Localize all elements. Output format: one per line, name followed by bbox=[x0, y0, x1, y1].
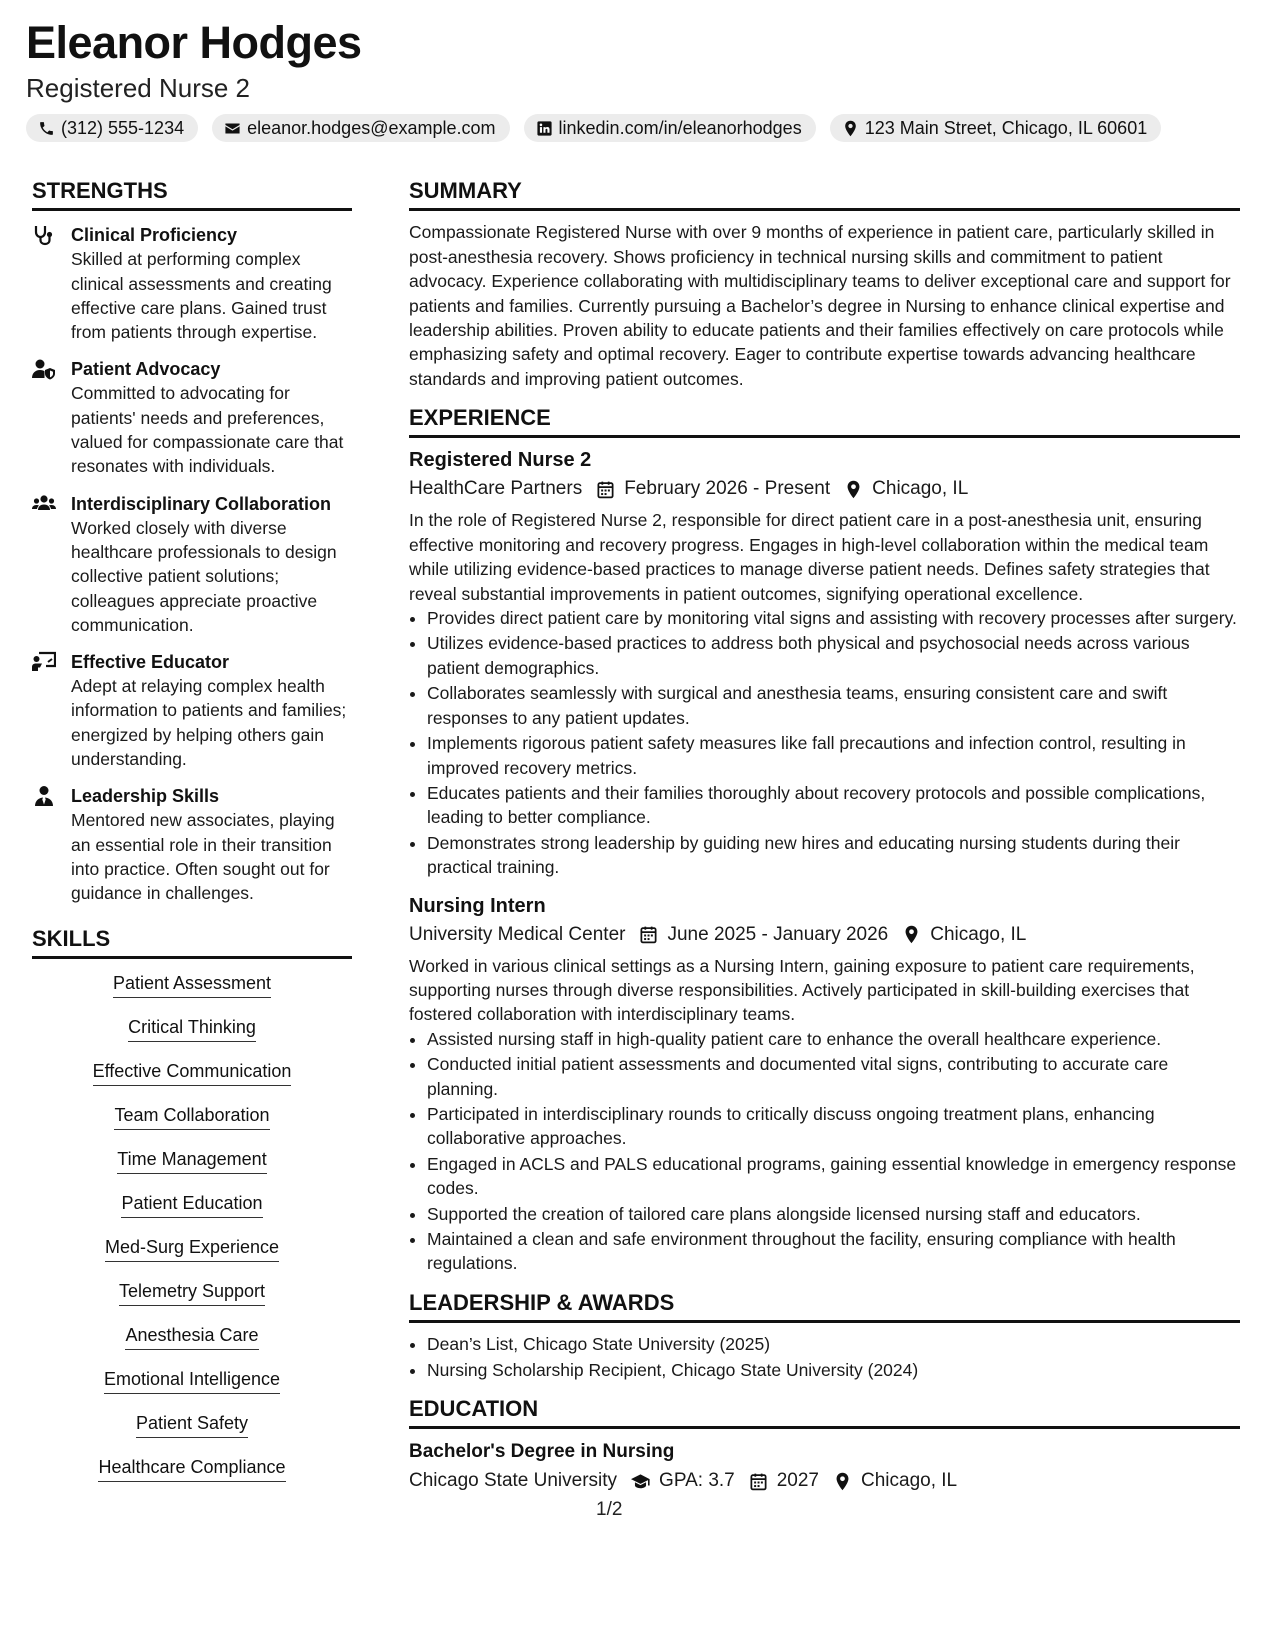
candidate-title: Registered Nurse 2 bbox=[26, 73, 250, 103]
strength-desc: Worked closely with diverse healthcare professionals to design collective patient solutions; colleagues appreciate proactive communication. bbox=[71, 517, 337, 635]
job-meta bbox=[409, 921, 1240, 949]
skill-tag: Patient Assessment bbox=[113, 971, 271, 998]
job-dates: June 2025 - January 2026 bbox=[667, 923, 889, 945]
map-marker-icon bbox=[844, 480, 863, 499]
job-company: University Medical Center bbox=[409, 923, 626, 945]
education-entry bbox=[409, 1438, 1240, 1495]
bullet-item: • Implements rigorous patient safety measures like fall precautions and infection control, resulting in improved recovery metrics. bbox=[427, 731, 1240, 780]
gpa: GPA: 3.7 bbox=[659, 1470, 735, 1492]
contact-bar bbox=[26, 114, 1161, 142]
contact-address-text: 123 Main Street, Chicago, IL 60601 bbox=[864, 117, 1148, 138]
bullet-item: • Assisted nursing staff in high-quality patient care to enhance the overall healthcare experience. bbox=[427, 1027, 1240, 1051]
users-icon bbox=[32, 493, 56, 515]
strength-title: Leadership Skills bbox=[71, 786, 220, 807]
job-title: Registered Nurse 2 bbox=[409, 449, 592, 472]
strengths-list bbox=[32, 223, 352, 905]
envelope-icon bbox=[224, 120, 241, 137]
map-marker-icon bbox=[842, 120, 859, 137]
skill-tag: Patient Safety bbox=[136, 1411, 248, 1438]
job-bullets bbox=[409, 1027, 1240, 1276]
bullet-item: • Maintained a clean and safe environment throughout the facility, ensuring compliance with health regulations. bbox=[427, 1227, 1240, 1276]
skill-tag: Team Collaboration bbox=[114, 1103, 269, 1130]
strength-item bbox=[32, 223, 352, 344]
skill-tag: Patient Education bbox=[121, 1191, 262, 1218]
award-item: • Nursing Scholarship Recipient, Chicago State University (2024) bbox=[427, 1358, 1240, 1382]
stethoscope-icon bbox=[32, 224, 56, 246]
bullet-item: • Supported the creation of tailored care plans alongside licensed nursing staff and educators. bbox=[427, 1202, 1240, 1226]
map-marker-icon bbox=[902, 925, 921, 944]
contact-email[interactable] bbox=[212, 114, 509, 142]
bullet-item: • Participated in interdisciplinary rounds to critically discuss ongoing treatment plans, enhancing collaborative approaches. bbox=[427, 1102, 1240, 1151]
job-location: Chicago, IL bbox=[872, 478, 969, 500]
bullet-item: • Utilizes evidence-based practices to address both physical and psychosocial needs across various patient demographics. bbox=[427, 631, 1240, 680]
graduation-year: 2027 bbox=[776, 1470, 820, 1492]
job-dates: February 2026 - Present bbox=[624, 478, 831, 500]
left-column bbox=[32, 178, 352, 1499]
job-location: Chicago, IL bbox=[930, 923, 1027, 945]
skill-tag: Med-Surg Experience bbox=[105, 1235, 279, 1262]
user-shield-icon bbox=[32, 358, 56, 380]
contact-linkedin-text: linkedin.com/in/eleanorhodges bbox=[558, 117, 802, 138]
bullet-item: • Provides direct patient care by monitoring vital signs and assisting with recovery processes after surgery. bbox=[427, 606, 1240, 630]
strength-title: Clinical Proficiency bbox=[71, 225, 238, 246]
awards-list bbox=[409, 1332, 1240, 1382]
job-meta bbox=[409, 475, 1240, 503]
job-entry bbox=[409, 892, 1240, 1276]
strengths-heading: STRENGTHS bbox=[32, 178, 352, 211]
strength-title: Interdisciplinary Collaboration bbox=[71, 493, 332, 514]
school-location: Chicago, IL bbox=[861, 1470, 958, 1492]
summary-heading: SUMMARY bbox=[409, 178, 1240, 211]
calendar-icon bbox=[639, 925, 658, 944]
phone-icon bbox=[38, 120, 55, 137]
skills-heading: SKILLS bbox=[32, 926, 352, 959]
contact-linkedin[interactable] bbox=[524, 114, 816, 142]
bullet-item: • Engaged in ACLS and PALS educational programs, gaining essential knowledge in emergency response codes. bbox=[427, 1152, 1240, 1201]
right-column bbox=[409, 178, 1240, 1495]
strength-desc: Mentored new associates, playing an essential role in their transition into practice. Often sought out for guidance in challenges. bbox=[71, 810, 335, 904]
chalkboard-teacher-icon bbox=[32, 651, 56, 673]
contact-phone-text: (312) 555-1234 bbox=[61, 117, 185, 138]
job-description: Worked in various clinical settings as a Nursing Intern, gaining exposure to patient care requirements, supporting nurses through diverse responsibilities. Actively participated in skill-building exercises that fostered collaboration with interdisciplinary teams. bbox=[409, 955, 1195, 1025]
contact-address bbox=[830, 114, 1162, 142]
map-marker-icon bbox=[833, 1472, 852, 1491]
skill-tag: Telemetry Support bbox=[119, 1279, 265, 1306]
job-bullets bbox=[409, 606, 1240, 879]
linkedin-icon bbox=[536, 120, 553, 137]
award-item: • Dean’s List, Chicago State University (2025) bbox=[427, 1332, 1240, 1356]
contact-phone[interactable] bbox=[26, 114, 198, 142]
job-company: HealthCare Partners bbox=[409, 478, 583, 500]
strength-desc: Skilled at performing complex clinical assessments and creating effective care plans. Gained trust from patients through expertise. bbox=[71, 249, 332, 343]
skill-tag: Time Management bbox=[117, 1147, 266, 1174]
strength-title: Effective Educator bbox=[71, 652, 230, 673]
candidate-name: Eleanor Hodges bbox=[26, 17, 362, 68]
awards-heading: LEADERSHIP & AWARDS bbox=[409, 1290, 1240, 1323]
experience-heading: EXPERIENCE bbox=[409, 405, 1240, 438]
calendar-icon bbox=[596, 480, 615, 499]
skill-tag: Effective Communication bbox=[93, 1059, 292, 1086]
education-meta bbox=[409, 1467, 1240, 1495]
calendar-icon bbox=[749, 1472, 768, 1491]
strength-title: Patient Advocacy bbox=[71, 359, 221, 380]
bullet-item: • Conducted initial patient assessments and documented vital signs, contributing to accurate care planning. bbox=[427, 1052, 1240, 1101]
contact-email-text: eleanor.hodges@example.com bbox=[247, 117, 496, 138]
strength-desc: Adept at relaying complex health information to patients and families; energized by helping others gain understanding. bbox=[71, 676, 347, 770]
degree-title: Bachelor's Degree in Nursing bbox=[409, 1441, 675, 1463]
strength-desc: Committed to advocating for patients' needs and preferences, valued for compassionate care that resonates with individuals. bbox=[71, 383, 344, 477]
education-heading: EDUCATION bbox=[409, 1396, 1240, 1429]
bullet-item: • Educates patients and their families thoroughly about recovery protocols and possible complications, leading to better compliance. bbox=[427, 781, 1240, 830]
job-entry bbox=[409, 446, 1240, 879]
skills-list bbox=[32, 971, 352, 1499]
school-name: Chicago State University bbox=[409, 1470, 618, 1492]
user-tie-icon bbox=[32, 785, 56, 807]
strength-item bbox=[32, 650, 352, 771]
strength-item bbox=[32, 784, 352, 905]
strength-item bbox=[32, 357, 352, 478]
summary-text: Compassionate Registered Nurse with over 9 months of experience in patient care, particularly skilled in post-anesthesia recovery. Shows proficiency in technical nursing skills and commitment to patient advocacy. Experience collaborating with multidisciplinary teams to deliver exceptional care and support for patients and families. Currently pursuing a Bachelor’s degree in Nursing to enhance clinical expertise and leadership abilities. Proven ability to educate patients and their families effectively on care protocols while emphasizing safety and optimal recovery. Eager to contribute expertise towards advancing healthcare standards and improving patient outcomes. bbox=[409, 222, 1231, 389]
bullet-item: • Collaborates seamlessly with surgical and anesthesia teams, ensuring consistent care and swift responses to any patient updates. bbox=[427, 681, 1240, 730]
skill-tag: Critical Thinking bbox=[128, 1015, 256, 1042]
skill-tag: Healthcare Compliance bbox=[98, 1455, 285, 1482]
strength-item bbox=[32, 492, 352, 637]
bullet-item: • Demonstrates strong leadership by guiding new hires and educating nursing students during their practical training. bbox=[427, 831, 1240, 880]
skill-tag: Anesthesia Care bbox=[125, 1323, 258, 1350]
page-number: 1/2 bbox=[596, 1499, 623, 1520]
skill-tag: Emotional Intelligence bbox=[104, 1367, 280, 1394]
graduation-cap-icon bbox=[631, 1472, 650, 1491]
job-title: Nursing Intern bbox=[409, 894, 546, 917]
job-description: In the role of Registered Nurse 2, responsible for direct patient care in a post-anesthesia unit, ensuring effective monitoring and recovery progress. Engages in high-level collaboration within the medical team while utilizing evidence-based practices to manage diverse patient needs. Defines safety strategies that reveal substantial improvements in patient outcomes, signifying operational excellence. bbox=[409, 510, 1210, 604]
